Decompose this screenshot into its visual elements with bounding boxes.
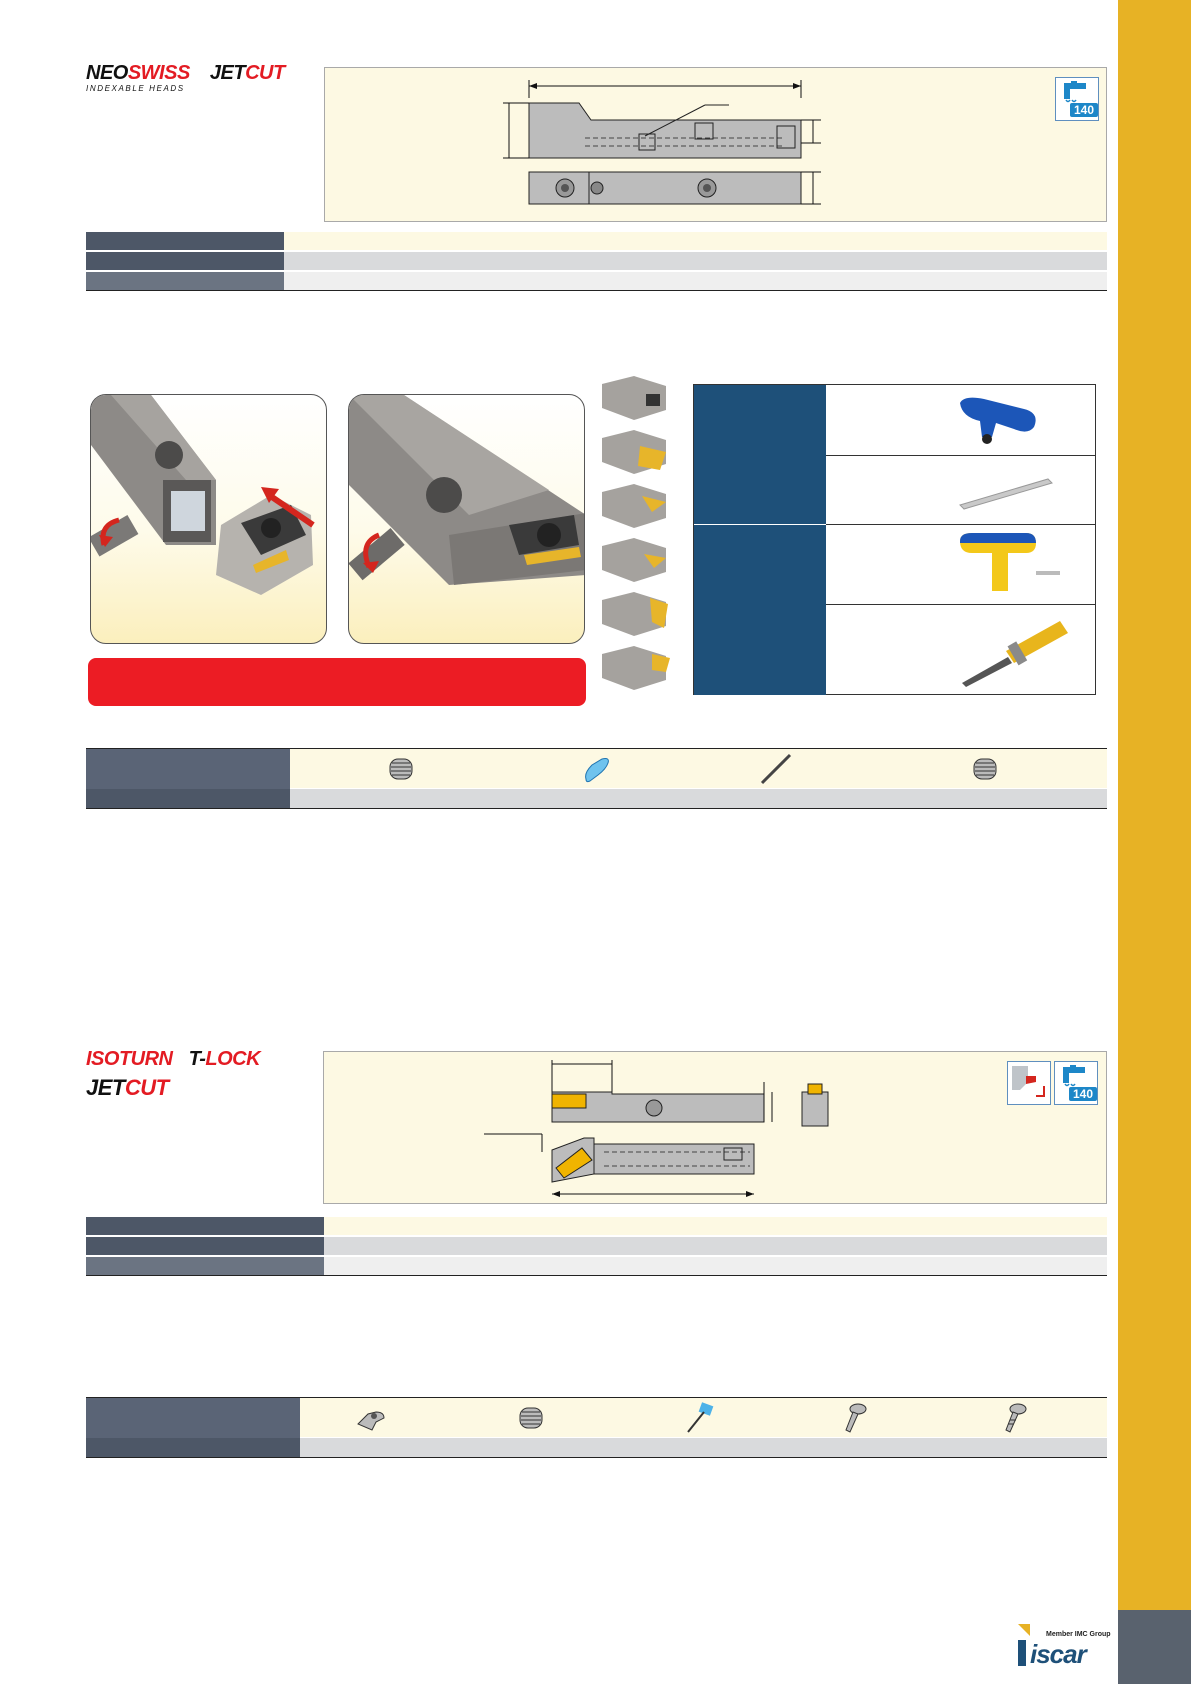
brand-swiss: SWISS <box>127 62 190 84</box>
torque-key-icon <box>956 531 1066 597</box>
brand-cut: CUT <box>245 62 285 84</box>
o-ring-icon <box>582 755 612 783</box>
coolant-pressure: 140 <box>1069 1087 1097 1101</box>
spare-parts-icons-row <box>86 748 1107 788</box>
table-header-cell <box>86 1237 324 1255</box>
head-thumb <box>602 430 666 474</box>
head-thumb <box>602 376 666 420</box>
brand-jet-j: J <box>209 62 221 84</box>
tool-drawing-top <box>325 68 1108 223</box>
head-thumbnails <box>594 372 678 704</box>
sidebar-band <box>1118 0 1191 1610</box>
brand-turn: TURN <box>118 1048 173 1070</box>
logo-tagline: Member IMC Group <box>1046 1631 1111 1638</box>
rod-icon <box>758 753 794 785</box>
coolant-badge <box>1054 1061 1098 1105</box>
table-header-cell <box>86 252 284 270</box>
coolant-pressure: 140 <box>1070 103 1098 117</box>
warning-banner <box>88 658 586 706</box>
coolant-tap-icon <box>1059 1065 1093 1087</box>
coolant-badge <box>1055 77 1099 121</box>
tool-kit-table <box>693 384 1096 695</box>
key-rod-icon <box>956 471 1056 511</box>
kit-group-cell <box>694 525 826 695</box>
brand-jet-et: ET <box>97 1075 125 1100</box>
brand-logo-bottom <box>86 1048 326 1104</box>
table-header-cell <box>86 272 284 290</box>
coolant-tap-icon <box>1060 81 1094 103</box>
drawing-panel-top <box>324 67 1107 222</box>
table-header-cell <box>86 232 284 250</box>
set-screw-icon <box>970 755 1000 783</box>
screwdriver-icon <box>956 611 1072 687</box>
head-thumb <box>602 646 670 690</box>
table-row <box>86 1217 1107 1236</box>
table-header-cell <box>86 1257 324 1275</box>
brand-jet-et: ET <box>220 62 246 84</box>
drawing-panel-bottom <box>323 1051 1107 1204</box>
tool-drawing-bottom <box>324 1052 1108 1205</box>
head-thumb <box>602 538 666 582</box>
table-row <box>86 252 1107 271</box>
head-thumb <box>602 592 668 636</box>
sidebar-footer <box>1118 1610 1191 1684</box>
table-header-cell <box>86 1438 300 1457</box>
iscar-logo <box>1016 1622 1112 1670</box>
table-row <box>86 1257 1107 1276</box>
table-header-cell <box>86 1217 324 1235</box>
brand-logo-top <box>86 62 326 96</box>
table-header-cell <box>86 789 290 808</box>
groove-turning-icon <box>1008 1062 1050 1104</box>
screw-icon <box>998 1402 1028 1434</box>
brand-neo: NEO <box>86 62 128 84</box>
kit-group-cell <box>694 385 826 525</box>
brand-lock: LOCK <box>205 1048 261 1070</box>
head-thumb <box>602 484 666 528</box>
spare-parts-icons-row <box>86 1397 1107 1437</box>
groove-badge <box>1007 1061 1051 1105</box>
table-row <box>86 1237 1107 1256</box>
assembly-photo-unlock <box>90 394 327 644</box>
set-screw-icon <box>516 1404 546 1432</box>
set-screw-icon <box>386 755 416 783</box>
brand-t: T- <box>188 1048 206 1070</box>
table-row <box>86 789 1107 809</box>
clamp-icon <box>354 1404 388 1432</box>
table-row <box>86 232 1107 251</box>
logo-name: iscar <box>1030 1639 1086 1669</box>
brand-tagline: INDEXABLE HEADS <box>86 84 185 93</box>
screw-icon <box>838 1402 868 1434</box>
brand-cut: CUT <box>124 1075 169 1100</box>
brand-jet-j: J <box>86 1075 98 1100</box>
key-icon <box>682 1402 716 1434</box>
table-row <box>86 1438 1107 1458</box>
table-row <box>86 272 1107 291</box>
assembly-photo-locked <box>348 394 585 644</box>
wrench-icon <box>954 393 1044 447</box>
brand-iso: ISO <box>86 1048 119 1070</box>
